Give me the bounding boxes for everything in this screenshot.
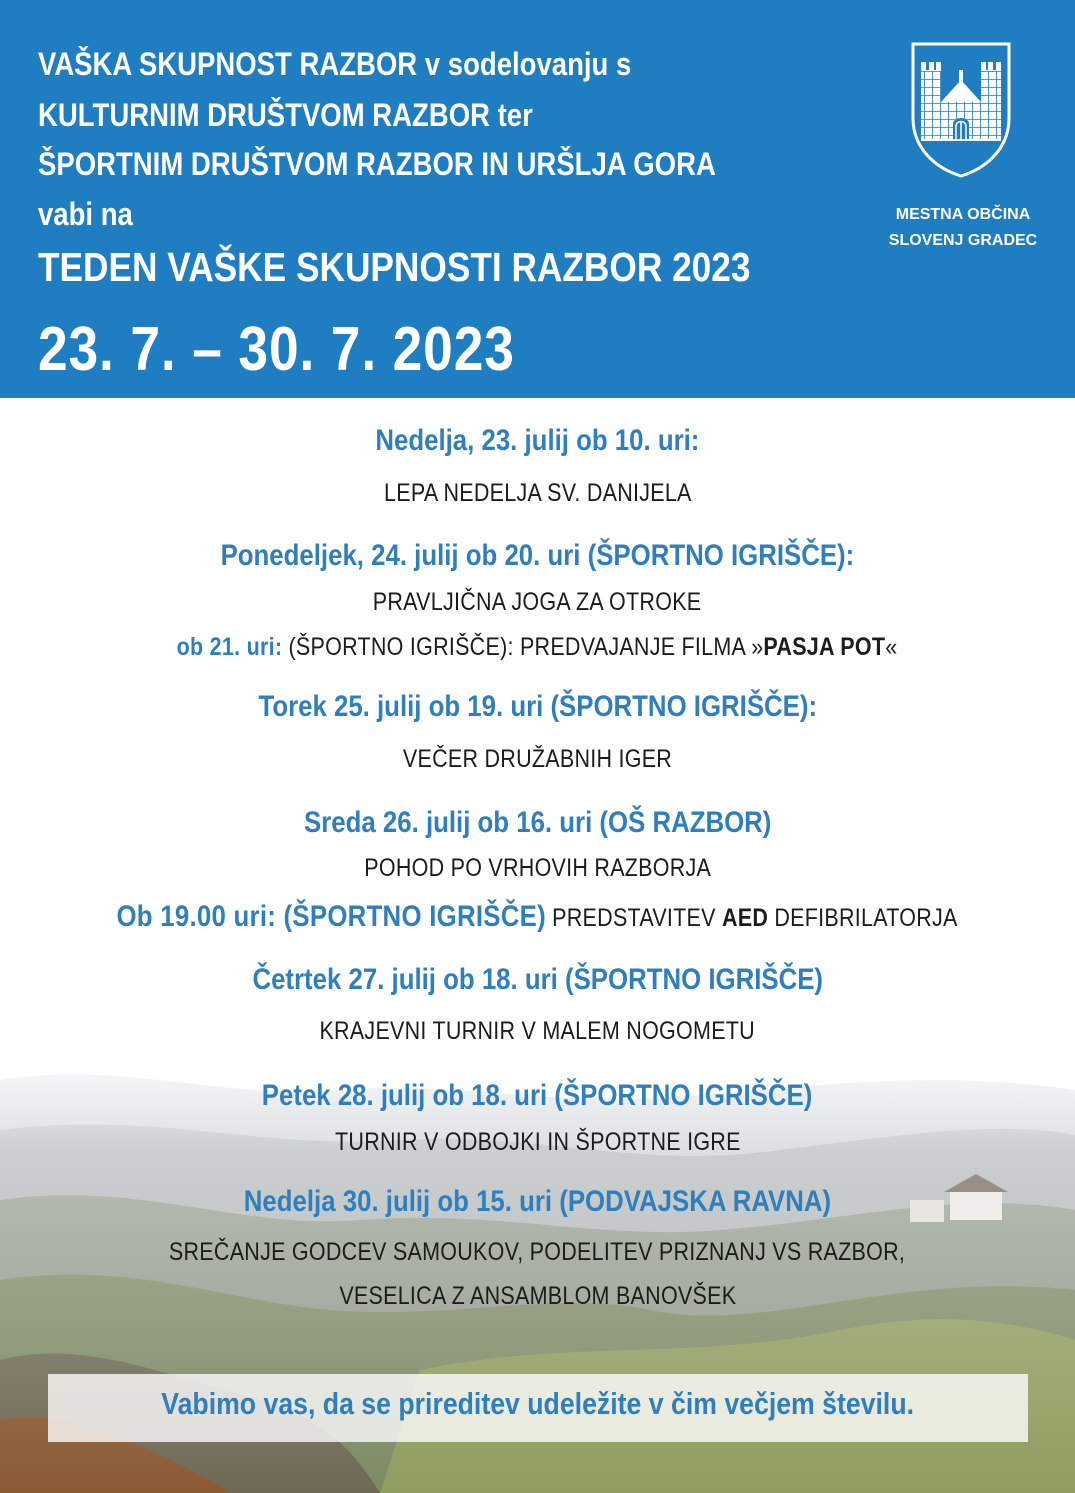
intro-line-2: KULTURNIM DRUŠTVOM RAZBOR ter <box>38 97 533 133</box>
activity-vecer-iger: VEČER DRUŽABNIH IGER <box>402 745 673 773</box>
event-dates: 23. 7. – 30. 7. 2023 <box>38 315 515 384</box>
event-title: TEDEN VAŠKE SKUPNOSTI RAZBOR 2023 <box>38 244 751 290</box>
activity-pravljicna-joga: PRAVLJIČNA JOGA ZA OTROKE <box>373 588 702 616</box>
activity-film-screening: ob 21. uri: (ŠPORTNO IGRIŠČE): PREDVAJANJE FILMA »PASJA POT« <box>177 633 898 661</box>
day-heading-sunday-30: Nedelja 30. julij ob 15. uri (PODVAJSKA RAVNA) <box>243 1185 832 1218</box>
intro-line-4: vabi na <box>38 196 133 232</box>
aed-label: AED <box>722 904 769 932</box>
day-heading-tuesday-25: Torek 25. julij ob 19. uri (ŠPORTNO IGRIŠČE): <box>258 690 817 723</box>
film-time: ob 21. uri: <box>177 633 283 661</box>
film-title: PASJA POT <box>763 633 886 661</box>
day-heading-sunday-23: Nedelja, 23. julij ob 10. uri: <box>375 424 700 457</box>
day-heading-thursday-27: Četrtek 27. julij ob 18. uri (ŠPORTNO IGRIŠČE) <box>252 963 823 996</box>
header-banner <box>0 0 1075 398</box>
invitation-text: Vabimo vas, da se prireditev udeležite v čim večjem številu. <box>161 1386 914 1421</box>
activity-aed-presentation: Ob 19.00 uri: (ŠPORTNO IGRIŠČE) PREDSTAVITEV AED DEFIBRILATORJA <box>116 900 959 933</box>
intro-line-1: VAŠKA SKUPNOST RAZBOR v sodelovanju s <box>38 46 632 82</box>
day-heading-friday-28: Petek 28. julij ob 18. uri (ŠPORTNO IGRIŠČE) <box>262 1079 813 1112</box>
day-heading-monday-24: Ponedeljek, 24. julij ob 20. uri (ŠPORTNO IGRIŠČE): <box>220 539 855 572</box>
activity-pohod: POHOD PO VRHOVIH RAZBORJA <box>364 854 711 882</box>
activity-veselica: VESELICA Z ANSAMBLOM BANOVŠEK <box>338 1282 736 1310</box>
activity-srecanje-godcev: SREČANJE GODCEV SAMOUKOV, PODELITEV PRIZNANJ VS RAZBOR, <box>169 1238 906 1266</box>
municipality-line-1: MESTNA OBČINA <box>895 206 1031 223</box>
activity-nogomet: KRAJEVNI TURNIR V MALEM NOGOMETU <box>319 1017 756 1045</box>
activity-odbojka: TURNIR V ODBOJKI IN ŠPORTNE IGRE <box>334 1128 741 1156</box>
day-heading-wednesday-26: Sreda 26. julij ob 16. uri (OŠ RAZBOR) <box>303 806 772 839</box>
intro-line-3: ŠPORTNIM DRUŠTVOM RAZBOR IN URŠLJA GORA <box>38 146 716 182</box>
castle-crest-icon <box>909 40 1013 180</box>
activity-lepa-nedelja: LEPA NEDELJA SV. DANIJELA <box>383 479 692 507</box>
municipality-line-2: SLOVENJ GRADEC <box>888 232 1038 249</box>
aed-time: Ob 19.00 uri: (ŠPORTNO IGRIŠČE) <box>116 900 547 933</box>
